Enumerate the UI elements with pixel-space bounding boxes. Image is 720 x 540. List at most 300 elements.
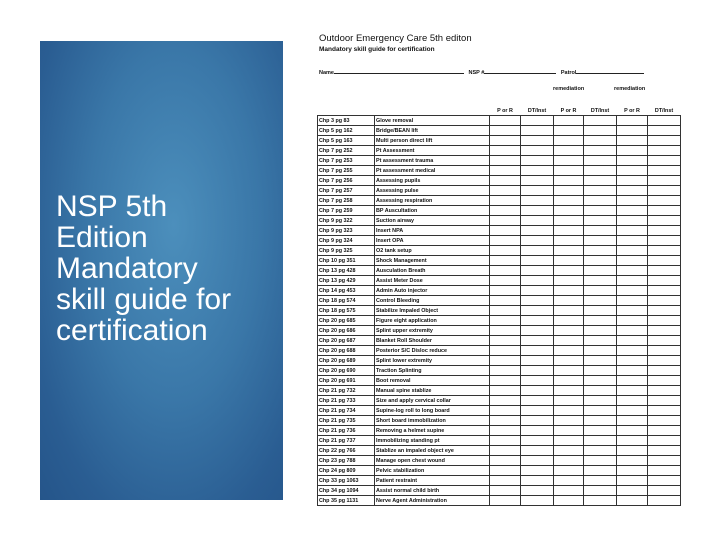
checkoff-cell[interactable] [490, 316, 521, 326]
table-row [318, 326, 681, 336]
checkoff-cell[interactable] [584, 356, 617, 366]
table-row [318, 316, 681, 326]
checkoff-cell[interactable] [521, 466, 554, 476]
checkoff-cell[interactable] [554, 406, 584, 416]
checkoff-cell[interactable] [617, 306, 648, 316]
checkoff-cell[interactable] [554, 196, 584, 206]
skill-name: Pt assessment medical [375, 166, 490, 176]
checkoff-cell[interactable] [521, 396, 554, 406]
checkoff-cell[interactable] [584, 146, 617, 156]
skill-name: Short board immobilization [375, 416, 490, 426]
column-header: P or R [497, 107, 513, 114]
checkoff-cell[interactable] [617, 286, 648, 296]
table-row [318, 126, 681, 136]
chapter-page-ref: Chp 23 pg 788 [318, 456, 375, 466]
table-row [318, 306, 681, 316]
checkoff-cell[interactable] [490, 446, 521, 456]
checkoff-cell[interactable] [648, 266, 681, 276]
checkoff-cell[interactable] [617, 356, 648, 366]
skill-name: Control Bleeding [375, 296, 490, 306]
checkoff-cell[interactable] [617, 406, 648, 416]
checkoff-cell[interactable] [554, 176, 584, 186]
checkoff-cell[interactable] [617, 296, 648, 306]
chapter-page-ref: Chp 14 pg 453 [318, 286, 375, 296]
checkoff-cell[interactable] [521, 486, 554, 496]
slide-title [56, 191, 281, 346]
checkoff-cell[interactable] [617, 346, 648, 356]
skill-name: O2 tank setup [375, 246, 490, 256]
checkoff-cell[interactable] [490, 136, 521, 146]
slide-title-line: Mandatory [56, 252, 198, 285]
checkoff-cell[interactable] [617, 386, 648, 396]
checkoff-cell[interactable] [584, 276, 617, 286]
skills-table [317, 106, 681, 506]
checkoff-cell[interactable] [584, 386, 617, 396]
checkoff-cell[interactable] [648, 236, 681, 246]
checkoff-cell[interactable] [490, 426, 521, 436]
chapter-page-ref: Chp 20 pg 686 [318, 326, 375, 336]
checkoff-cell[interactable] [648, 356, 681, 366]
checkoff-cell[interactable] [521, 206, 554, 216]
table-row [318, 376, 681, 386]
table-row [318, 286, 681, 296]
checkoff-cell[interactable] [584, 416, 617, 426]
chapter-page-ref: Chp 20 pg 685 [318, 316, 375, 326]
checkoff-cell[interactable] [584, 116, 617, 126]
checkoff-cell[interactable] [584, 256, 617, 266]
column-header: P or R [624, 107, 640, 114]
checkoff-cell[interactable] [617, 256, 648, 266]
checkoff-cell[interactable] [521, 356, 554, 366]
chapter-page-ref: Chp 21 pg 733 [318, 396, 375, 406]
blue-title-panel [40, 41, 283, 500]
checkoff-cell[interactable] [648, 226, 681, 236]
checkoff-cell[interactable] [490, 256, 521, 266]
checkoff-cell[interactable] [490, 246, 521, 256]
checkoff-cell[interactable] [554, 286, 584, 296]
checkoff-cell[interactable] [648, 186, 681, 196]
checkoff-cell[interactable] [490, 406, 521, 416]
checkoff-cell[interactable] [521, 386, 554, 396]
checkoff-cell[interactable] [521, 376, 554, 386]
checkoff-cell[interactable] [617, 476, 648, 486]
checkoff-cell[interactable] [554, 416, 584, 426]
checkoff-cell[interactable] [584, 306, 617, 316]
checkoff-cell[interactable] [490, 436, 521, 446]
checkoff-cell[interactable] [554, 446, 584, 456]
checkoff-cell[interactable] [617, 156, 648, 166]
checkoff-cell[interactable] [584, 286, 617, 296]
checkoff-cell[interactable] [554, 316, 584, 326]
table-row [318, 256, 681, 266]
checkoff-cell[interactable] [648, 156, 681, 166]
checkoff-cell[interactable] [617, 226, 648, 236]
checkoff-cell[interactable] [490, 166, 521, 176]
checkoff-cell[interactable] [490, 326, 521, 336]
checkoff-cell[interactable] [490, 336, 521, 346]
checkoff-cell[interactable] [648, 176, 681, 186]
checkoff-cell[interactable] [554, 306, 584, 316]
checkoff-cell[interactable] [584, 466, 617, 476]
checkoff-cell[interactable] [521, 496, 554, 506]
checkoff-cell[interactable] [617, 426, 648, 436]
checkoff-cell[interactable] [648, 316, 681, 326]
checkoff-cell[interactable] [490, 376, 521, 386]
table-row [318, 406, 681, 416]
checkoff-cell[interactable] [584, 166, 617, 176]
checkoff-cell[interactable] [648, 376, 681, 386]
checkoff-cell[interactable] [490, 296, 521, 306]
checkoff-cell[interactable] [490, 276, 521, 286]
checkoff-cell[interactable] [648, 196, 681, 206]
checkoff-cell[interactable] [490, 456, 521, 466]
chapter-page-ref: Chp 35 pg 1131 [318, 496, 375, 506]
checkoff-cell[interactable] [584, 126, 617, 136]
checkoff-cell[interactable] [648, 366, 681, 376]
checkoff-cell[interactable] [584, 396, 617, 406]
table-row [318, 466, 681, 476]
checkoff-cell[interactable] [490, 116, 521, 126]
checkoff-cell[interactable] [648, 246, 681, 256]
checkoff-cell[interactable] [490, 266, 521, 276]
checkoff-cell[interactable] [521, 196, 554, 206]
table-row [318, 396, 681, 406]
checkoff-cell[interactable] [617, 326, 648, 336]
checkoff-cell[interactable] [521, 176, 554, 186]
checkoff-cell[interactable] [521, 126, 554, 136]
checkoff-cell[interactable] [617, 496, 648, 506]
checkoff-cell[interactable] [554, 466, 584, 476]
checkoff-cell[interactable] [554, 386, 584, 396]
checkoff-cell[interactable] [490, 216, 521, 226]
checkoff-cell[interactable] [521, 216, 554, 226]
checkoff-cell[interactable] [554, 366, 584, 376]
table-row [318, 296, 681, 306]
checkoff-cell[interactable] [521, 406, 554, 416]
checkoff-cell[interactable] [521, 146, 554, 156]
checkoff-cell[interactable] [648, 206, 681, 216]
checkoff-cell[interactable] [490, 346, 521, 356]
checkoff-cell[interactable] [617, 336, 648, 346]
checkoff-cell[interactable] [521, 246, 554, 256]
checkoff-cell[interactable] [584, 176, 617, 186]
checkoff-cell[interactable] [648, 466, 681, 476]
checkoff-cell[interactable] [584, 476, 617, 486]
chapter-page-ref: Chp 9 pg 325 [318, 246, 375, 256]
checkoff-cell[interactable] [554, 266, 584, 276]
skill-name: Glove removal [375, 116, 490, 126]
checkoff-cell[interactable] [617, 486, 648, 496]
checkoff-cell[interactable] [490, 476, 521, 486]
checkoff-cell[interactable] [521, 456, 554, 466]
checkoff-cell[interactable] [584, 266, 617, 276]
checkoff-cell[interactable] [490, 466, 521, 476]
checkoff-cell[interactable] [554, 256, 584, 266]
skill-name: Assist Meter Dose [375, 276, 490, 286]
checkoff-cell[interactable] [521, 116, 554, 126]
checkoff-cell[interactable] [617, 136, 648, 146]
checkoff-cell[interactable] [554, 276, 584, 286]
checkoff-cell[interactable] [490, 156, 521, 166]
checkoff-cell[interactable] [554, 356, 584, 366]
checkoff-cell[interactable] [521, 236, 554, 246]
checkoff-cell[interactable] [617, 186, 648, 196]
checkoff-cell[interactable] [584, 216, 617, 226]
checkoff-cell[interactable] [617, 456, 648, 466]
checkoff-cell[interactable] [648, 136, 681, 146]
checkoff-cell[interactable] [584, 446, 617, 456]
checkoff-cell[interactable] [648, 126, 681, 136]
checkoff-cell[interactable] [584, 316, 617, 326]
checkoff-cell[interactable] [617, 266, 648, 276]
checkoff-cell[interactable] [490, 366, 521, 376]
checkoff-cell[interactable] [617, 366, 648, 376]
checkoff-cell[interactable] [554, 326, 584, 336]
table-row [318, 356, 681, 366]
checkoff-cell[interactable] [554, 126, 584, 136]
checkoff-cell[interactable] [617, 466, 648, 476]
chapter-page-ref: Chp 21 pg 736 [318, 426, 375, 436]
nsp-line [484, 68, 556, 74]
table-row [318, 266, 681, 276]
checkoff-cell[interactable] [521, 346, 554, 356]
checkoff-cell[interactable] [617, 146, 648, 156]
checkoff-cell[interactable] [648, 326, 681, 336]
checkoff-cell[interactable] [554, 146, 584, 156]
checkoff-cell[interactable] [521, 296, 554, 306]
checkoff-cell[interactable] [490, 146, 521, 156]
checkoff-cell[interactable] [490, 126, 521, 136]
table-row [318, 486, 681, 496]
checkoff-cell[interactable] [521, 416, 554, 426]
checkoff-cell[interactable] [490, 306, 521, 316]
table-row [318, 276, 681, 286]
skill-name: Boot removal [375, 376, 490, 386]
checkoff-cell[interactable] [521, 336, 554, 346]
checkoff-cell[interactable] [584, 486, 617, 496]
checkoff-cell[interactable] [490, 396, 521, 406]
checkoff-cell[interactable] [617, 206, 648, 216]
checkoff-cell[interactable] [490, 356, 521, 366]
checkoff-cell[interactable] [584, 206, 617, 216]
checkoff-cell[interactable] [648, 166, 681, 176]
checkoff-cell[interactable] [521, 366, 554, 376]
checkoff-cell[interactable] [584, 186, 617, 196]
checkoff-cell[interactable] [648, 306, 681, 316]
checkoff-cell[interactable] [617, 316, 648, 326]
checkoff-cell[interactable] [554, 486, 584, 496]
table-header-row [318, 106, 681, 116]
checkoff-cell[interactable] [617, 376, 648, 386]
checkoff-cell[interactable] [554, 496, 584, 506]
checkoff-cell[interactable] [584, 136, 617, 146]
table-row [318, 346, 681, 356]
checkoff-cell[interactable] [648, 446, 681, 456]
checkoff-cell[interactable] [521, 426, 554, 436]
checkoff-cell[interactable] [584, 496, 617, 506]
checkoff-cell[interactable] [521, 186, 554, 196]
checkoff-cell[interactable] [490, 186, 521, 196]
checkoff-cell[interactable] [554, 116, 584, 126]
checkoff-cell[interactable] [490, 206, 521, 216]
checkoff-cell[interactable] [617, 446, 648, 456]
chapter-page-ref: Chp 7 pg 255 [318, 166, 375, 176]
checkoff-cell[interactable] [648, 146, 681, 156]
checkoff-cell[interactable] [648, 476, 681, 486]
checkoff-cell[interactable] [554, 296, 584, 306]
checkoff-cell[interactable] [617, 216, 648, 226]
checkoff-cell[interactable] [584, 326, 617, 336]
checkoff-cell[interactable] [584, 346, 617, 356]
checkoff-cell[interactable] [617, 236, 648, 246]
checkoff-cell[interactable] [584, 456, 617, 466]
checkoff-cell[interactable] [554, 246, 584, 256]
checkoff-cell[interactable] [584, 366, 617, 376]
checkoff-cell[interactable] [554, 136, 584, 146]
checkoff-cell[interactable] [554, 456, 584, 466]
skill-name: Assessing respiration [375, 196, 490, 206]
checkoff-cell[interactable] [584, 246, 617, 256]
checkoff-cell[interactable] [554, 186, 584, 196]
checkoff-cell[interactable] [554, 206, 584, 216]
slide-title-line: NSP 5th [56, 190, 168, 223]
skill-name: Figure eight application [375, 316, 490, 326]
checkoff-cell[interactable] [490, 416, 521, 426]
checkoff-cell[interactable] [617, 396, 648, 406]
checkoff-cell[interactable] [554, 216, 584, 226]
name-line [334, 68, 464, 74]
checkoff-cell[interactable] [648, 496, 681, 506]
checkoff-cell[interactable] [648, 416, 681, 426]
checkoff-cell[interactable] [554, 436, 584, 446]
checkoff-cell[interactable] [490, 196, 521, 206]
document-subtitle: Mandatory skill guide for certification [319, 46, 435, 53]
checkoff-cell[interactable] [617, 416, 648, 426]
checkoff-cell[interactable] [490, 286, 521, 296]
checkoff-cell[interactable] [490, 236, 521, 246]
checkoff-cell[interactable] [648, 346, 681, 356]
chapter-page-ref: Chp 21 pg 732 [318, 386, 375, 396]
checkoff-cell[interactable] [521, 326, 554, 336]
checkoff-cell[interactable] [521, 156, 554, 166]
checkoff-cell[interactable] [521, 476, 554, 486]
checkoff-cell[interactable] [490, 496, 521, 506]
checkoff-cell[interactable] [554, 226, 584, 236]
table-row [318, 336, 681, 346]
skill-name: Supine-log roll to long board [375, 406, 490, 416]
skill-name: BP Auscultation [375, 206, 490, 216]
skill-name: Nerve Agent Administration [375, 496, 490, 506]
checkoff-cell[interactable] [554, 346, 584, 356]
skill-name: Assessing pulse [375, 186, 490, 196]
checkoff-cell[interactable] [648, 276, 681, 286]
checkoff-cell[interactable] [521, 226, 554, 236]
skill-guide-document [296, 30, 686, 504]
checkoff-cell[interactable] [648, 386, 681, 396]
table-row [318, 226, 681, 236]
skill-name: Splint lower extremity [375, 356, 490, 366]
checkoff-cell[interactable] [521, 436, 554, 446]
checkoff-cell[interactable] [584, 426, 617, 436]
checkoff-cell[interactable] [617, 176, 648, 186]
checkoff-cell[interactable] [521, 136, 554, 146]
checkoff-cell[interactable] [554, 376, 584, 386]
checkoff-cell[interactable] [490, 386, 521, 396]
checkoff-cell[interactable] [521, 286, 554, 296]
checkoff-cell[interactable] [554, 336, 584, 346]
checkoff-cell[interactable] [554, 236, 584, 246]
checkoff-cell[interactable] [648, 216, 681, 226]
checkoff-cell[interactable] [648, 426, 681, 436]
checkoff-cell[interactable] [617, 276, 648, 286]
patrol-line [576, 68, 644, 74]
checkoff-cell[interactable] [617, 116, 648, 126]
checkoff-cell[interactable] [617, 436, 648, 446]
checkoff-cell[interactable] [617, 246, 648, 256]
checkoff-cell[interactable] [584, 406, 617, 416]
chapter-page-ref: Chp 24 pg 809 [318, 466, 375, 476]
checkoff-cell[interactable] [617, 196, 648, 206]
checkoff-cell[interactable] [521, 276, 554, 286]
chapter-page-ref: Chp 7 pg 253 [318, 156, 375, 166]
checkoff-cell[interactable] [648, 116, 681, 126]
checkoff-cell[interactable] [584, 156, 617, 166]
checkoff-cell[interactable] [554, 166, 584, 176]
checkoff-cell[interactable] [584, 296, 617, 306]
skill-name: Assessing pupils [375, 176, 490, 186]
table-row [318, 236, 681, 246]
checkoff-cell[interactable] [584, 376, 617, 386]
checkoff-cell[interactable] [490, 176, 521, 186]
slide-title-line: certification [56, 314, 208, 347]
checkoff-cell[interactable] [521, 316, 554, 326]
checkoff-cell[interactable] [648, 256, 681, 266]
checkoff-cell[interactable] [648, 396, 681, 406]
checkoff-cell[interactable] [554, 426, 584, 436]
checkoff-cell[interactable] [648, 456, 681, 466]
checkoff-cell[interactable] [521, 306, 554, 316]
chapter-page-ref: Chp 7 pg 252 [318, 146, 375, 156]
checkoff-cell[interactable] [648, 436, 681, 446]
skill-name: Patient restraint [375, 476, 490, 486]
checkoff-cell[interactable] [617, 126, 648, 136]
checkoff-cell[interactable] [617, 166, 648, 176]
nsp-label: NSP # [468, 70, 485, 76]
checkoff-cell[interactable] [554, 476, 584, 486]
checkoff-cell[interactable] [554, 396, 584, 406]
checkoff-cell[interactable] [648, 286, 681, 296]
checkoff-cell[interactable] [490, 226, 521, 236]
skill-name: Splint upper extremity [375, 326, 490, 336]
checkoff-cell[interactable] [521, 266, 554, 276]
checkoff-cell[interactable] [584, 436, 617, 446]
chapter-page-ref: Chp 9 pg 324 [318, 236, 375, 246]
checkoff-cell[interactable] [648, 296, 681, 306]
checkoff-cell[interactable] [490, 486, 521, 496]
checkoff-cell[interactable] [554, 156, 584, 166]
checkoff-cell[interactable] [584, 236, 617, 246]
checkoff-cell[interactable] [648, 406, 681, 416]
checkoff-cell[interactable] [521, 446, 554, 456]
skill-name: Bridge/BEAN lift [375, 126, 490, 136]
checkoff-cell[interactable] [584, 336, 617, 346]
checkoff-cell[interactable] [648, 336, 681, 346]
checkoff-cell[interactable] [584, 226, 617, 236]
checkoff-cell[interactable] [521, 256, 554, 266]
checkoff-cell[interactable] [521, 166, 554, 176]
checkoff-cell[interactable] [584, 196, 617, 206]
checkoff-cell[interactable] [648, 486, 681, 496]
